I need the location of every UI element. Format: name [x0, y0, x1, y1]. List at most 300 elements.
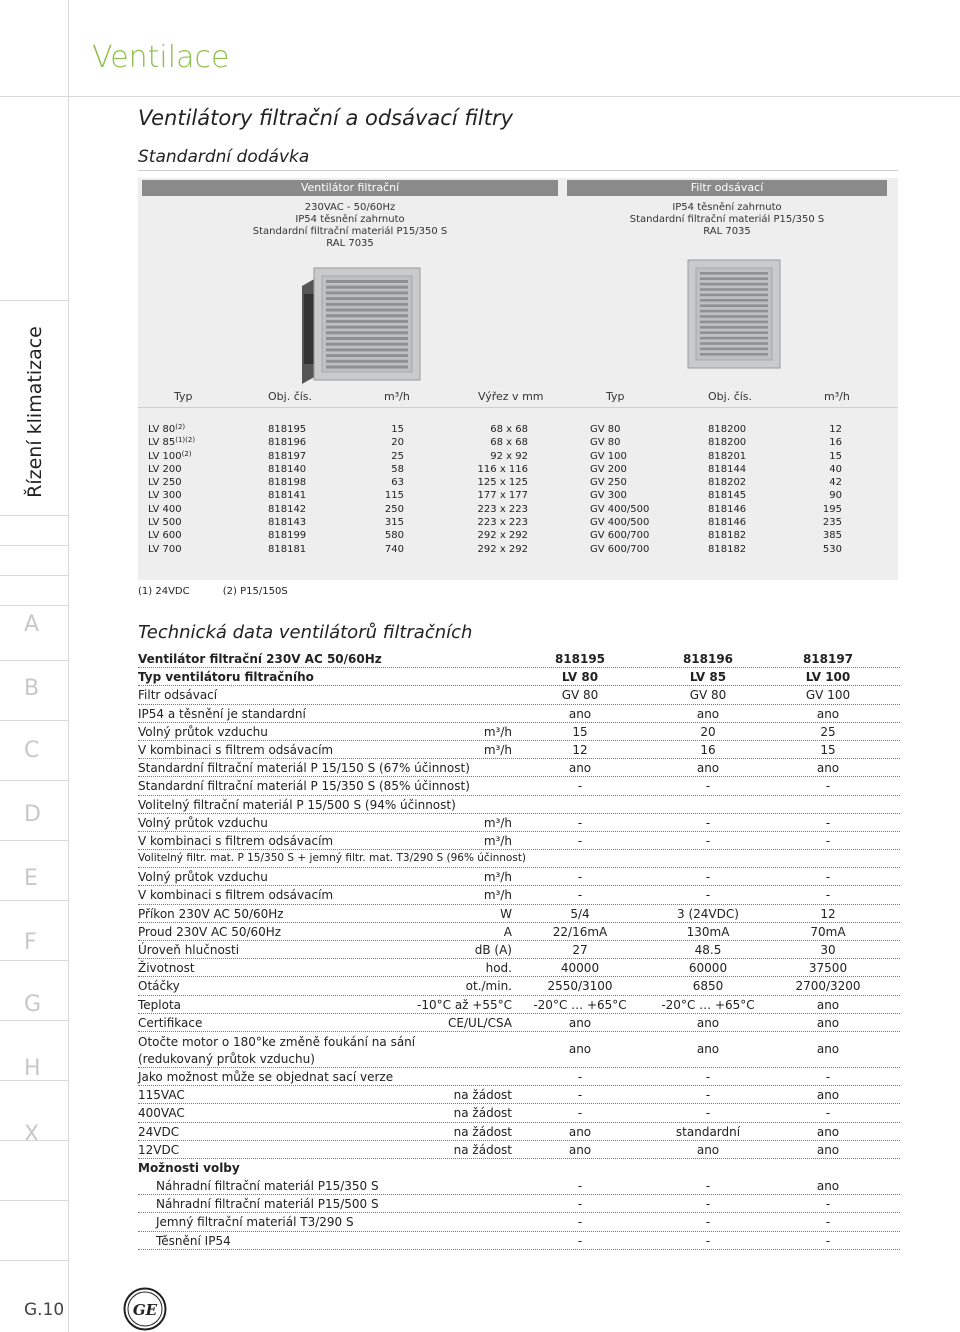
tech-label: Teplota [138, 997, 182, 1012]
tech-row [138, 723, 900, 741]
sidebar-rule [0, 720, 69, 721]
tech-value: ano [816, 761, 840, 776]
tech-label: Úroveň hlučnosti [138, 943, 240, 957]
cell-m3: 115 [384, 490, 404, 502]
cell-vyrez: 292 x 292 [477, 530, 528, 542]
tech-value: - [705, 1179, 711, 1194]
tech-row [138, 1141, 900, 1159]
tech-value: ano [568, 1041, 592, 1056]
tech-value: LV 100 [805, 670, 851, 685]
cell-m3: 740 [384, 543, 404, 555]
cell-m3-2: 42 [829, 477, 842, 489]
tech-value: GV 80 [561, 688, 599, 703]
tech-value: 5/4 [570, 906, 590, 921]
tech-value: - [705, 833, 711, 848]
tech-label: Náhradní filtrační materiál P15/350 S [156, 1179, 379, 1194]
tech-row [138, 905, 900, 923]
index-letter: F [24, 930, 37, 955]
tech-value: 818197 [802, 652, 854, 666]
cell-m3-2: 235 [822, 517, 842, 529]
sidebar-rule [0, 900, 69, 901]
sidebar [0, 0, 69, 1332]
sidebar-rule [0, 780, 69, 781]
tech-value: ano [816, 706, 840, 721]
cell-m3-2: 385 [822, 530, 842, 542]
tech-value: ano [816, 1041, 840, 1056]
cell-obj2: 818146 [708, 503, 747, 515]
tech-value: - [705, 870, 711, 885]
selection-row [138, 437, 898, 450]
tech-unit: na žádost [453, 1142, 512, 1157]
sidebar-rule [0, 300, 69, 301]
tech-unit: m³/h [483, 815, 512, 830]
tech-value: 12 [820, 906, 836, 921]
tech-row [138, 850, 900, 868]
cell-typ: LV 80$^{(2)}$ [148, 423, 186, 435]
col-typ2: Typ [606, 390, 625, 403]
cell-m3: 20 [391, 437, 404, 449]
tech-row [138, 941, 900, 959]
tech-value: 2550/3100 [547, 979, 613, 994]
footnotes [138, 586, 318, 597]
tech-label: Standardní filtrační materiál P 15/150 S (67% účinnost) [138, 761, 470, 776]
tech-value: - [577, 1233, 583, 1248]
fan-panel-desc [142, 202, 558, 250]
cell-m3-2: 16 [829, 437, 842, 449]
tech-label: 115VAC [138, 1088, 185, 1103]
filter-desc-line: IP54 těsnění zahrnuto [672, 202, 782, 213]
cell-obj2: 818146 [708, 517, 747, 529]
tech-value: GV 100 [805, 688, 851, 703]
tech-row [138, 996, 900, 1014]
tech-label: Proud 230V AC 50/60Hz [138, 924, 282, 939]
sidebar-section [0, 300, 69, 515]
tech-value: 25 [820, 724, 836, 739]
tech-label: Volitelný filtr. mat. P 15/350 S + jemný filtr. mat. T3/290 S (96% účinnost) [138, 852, 527, 865]
selection-table [138, 424, 898, 557]
tech-value: 818195 [554, 652, 606, 666]
col-obj: Obj. čís. [268, 390, 313, 403]
tech-label: Těsnění IP54 [156, 1233, 231, 1248]
cell-typ: LV 700 [148, 543, 182, 555]
tech-label: Možnosti volby [138, 1160, 240, 1175]
tech-row [138, 1177, 900, 1195]
cell-obj: 818142 [268, 503, 307, 515]
tech-unit: na žádost [453, 1088, 512, 1103]
tech-value: - [825, 1233, 831, 1248]
sidebar-rule [0, 1200, 69, 1201]
tech-value: - [705, 815, 711, 830]
cell-obj: 818198 [268, 477, 307, 489]
tech-value: - [825, 779, 831, 794]
tech-value: ano [696, 1041, 720, 1056]
tech-value: 22/16mA [552, 924, 608, 939]
tech-value: ano [696, 1015, 720, 1030]
tech-value: ano [696, 706, 720, 721]
tech-row [138, 650, 900, 668]
tech-label: 12VDC [138, 1142, 180, 1157]
page-number: G.10 [24, 1300, 65, 1320]
tech-value: ano [568, 1015, 592, 1030]
cell-typ2: GV 250 [590, 477, 627, 489]
cell-m3: 63 [391, 477, 404, 489]
index-letter: G [24, 992, 42, 1017]
tech-row [138, 832, 900, 850]
cell-typ: LV 100$^{(2)}$ [148, 449, 192, 462]
tech-value: ano [816, 1124, 840, 1139]
tech-value: 30 [820, 943, 836, 957]
tech-unit: ot./min. [465, 979, 512, 994]
fan-panel-header: Ventilátor filtrační [142, 180, 558, 196]
tech-unit: m³/h [483, 888, 512, 903]
tech-row [138, 923, 900, 941]
tech-title: Technická data ventilátorů filtračních [138, 622, 473, 643]
cell-m3: 58 [391, 463, 404, 475]
tech-value: - [705, 1233, 711, 1248]
tech-value: - [825, 833, 831, 848]
cell-vyrez: 116 x 116 [477, 463, 528, 475]
tech-value: - [825, 1197, 831, 1212]
tech-label: 400VAC [138, 1106, 185, 1121]
filter-desc-line: RAL 7035 [703, 226, 751, 237]
tech-value: - [577, 833, 583, 848]
exhaust-filter-image [686, 258, 782, 370]
tech-label: Otáčky [138, 979, 180, 994]
tech-value: - [577, 1106, 583, 1121]
tech-value: ano [816, 1088, 840, 1103]
cell-typ: LV $85^{(1)(2)}$ [148, 436, 196, 449]
tech-unit: na žádost [453, 1124, 512, 1139]
cell-vyrez: 177 x 177 [477, 490, 528, 502]
tech-row [138, 1014, 900, 1032]
tech-row [138, 814, 900, 832]
tech-value: -20°C … +65°C [533, 997, 627, 1012]
cell-obj2: 818145 [708, 490, 747, 502]
sidebar-rule [0, 960, 69, 961]
col-m3: m³/h [384, 390, 410, 403]
sidebar-rule [0, 1260, 69, 1261]
cell-m3-2: 40 [829, 463, 842, 475]
cell-obj2: 818202 [708, 477, 747, 489]
cell-obj2: 818182 [708, 530, 747, 542]
tech-value: 130mA [686, 924, 730, 939]
tech-label: Standardní filtrační materiál P 15/350 S (85% účinnost) [138, 779, 470, 794]
sidebar-rule [0, 1140, 69, 1141]
cell-obj: 818195 [268, 424, 307, 435]
cell-obj: 818197 [268, 450, 307, 462]
col-vyrez: Výřez v mm [478, 390, 544, 403]
tech-value: - [705, 1215, 711, 1230]
tech-value: ano [816, 1179, 840, 1194]
tech-value: - [705, 1069, 711, 1084]
fan-desc-line: RAL 7035 [326, 238, 374, 249]
filter-desc-line: Standardní filtrační materiál P15/350 S [629, 214, 825, 225]
cell-typ2: GV 600/700 [590, 530, 650, 542]
cell-obj2: 818182 [708, 543, 747, 555]
cell-vyrez: 125 x 125 [477, 477, 528, 489]
index-letter: C [24, 738, 40, 763]
tech-label: Náhradní filtrační materiál P15/500 S [156, 1197, 379, 1212]
tech-value: 15 [820, 742, 836, 757]
tech-value: ano [696, 761, 720, 776]
tech-unit: m³/h [483, 833, 512, 848]
tech-label: Volný průtok vzduchu [138, 870, 268, 885]
index-letter: E [24, 866, 38, 891]
cell-m3-2: 12 [829, 424, 842, 435]
cell-m3-2: 15 [829, 450, 842, 462]
index-letter: D [24, 802, 41, 827]
cell-vyrez: 292 x 292 [477, 543, 528, 555]
sidebar-rule [0, 1080, 69, 1081]
tech-value: - [825, 870, 831, 885]
tech-value: - [577, 1197, 583, 1212]
tech-value: 40000 [560, 961, 600, 976]
tech-value: 818196 [682, 652, 734, 666]
tech-unit: m³/h [483, 742, 512, 757]
tech-unit: W [500, 906, 512, 921]
cell-obj: 818140 [268, 463, 307, 475]
tech-value: LV 80 [561, 670, 599, 685]
tech-value: ano [816, 1015, 840, 1030]
cell-typ2: GV 300 [590, 490, 627, 502]
tech-value: - [577, 870, 583, 885]
tech-value: ano [696, 1142, 720, 1157]
cell-typ: LV 250 [148, 477, 182, 489]
fan-desc-line: 230VAC - 50/60Hz [304, 202, 396, 213]
tech-value: -20°C … +65°C [661, 997, 755, 1012]
tech-unit: CE/UL/CSA [448, 1015, 512, 1030]
tech-unit: m³/h [483, 870, 512, 885]
col-obj2: Obj. čís. [708, 390, 753, 403]
tech-value: 3 (24VDC) [677, 906, 739, 921]
fan-filter-image [298, 264, 422, 390]
cell-m3-2: 90 [829, 490, 842, 502]
tech-value: 16 [700, 742, 716, 757]
fan-desc-line: Standardní filtrační materiál P15/350 S [252, 226, 448, 237]
cell-typ2: GV 400/500 [590, 517, 650, 529]
tech-value: - [825, 1069, 831, 1084]
tech-value: ano [568, 1124, 592, 1139]
tech-row [138, 977, 900, 995]
tech-value: - [577, 1179, 583, 1194]
cell-obj: 818143 [268, 517, 307, 529]
cell-m3-2: 530 [822, 543, 842, 555]
tech-unit: -10°C až +55°C [417, 997, 512, 1012]
tech-row [138, 741, 900, 759]
tech-row [138, 959, 900, 977]
tech-value: ano [568, 706, 592, 721]
tech-value: 2700/3200 [795, 979, 861, 994]
cell-typ2: GV 600/700 [590, 543, 650, 555]
cell-typ: LV 500 [148, 517, 182, 529]
cell-typ: LV 400 [148, 503, 182, 515]
tech-unit: dB (A) [474, 943, 512, 957]
tech-value: - [577, 1215, 583, 1230]
cell-typ: LV 200 [148, 463, 182, 475]
tech-value: 70mA [810, 924, 846, 939]
fan-desc-line: IP54 těsnění zahrnuto [295, 214, 405, 225]
tech-value: 6850 [692, 979, 724, 994]
tech-label: Ventilátor filtrační 230V AC 50/60Hz [138, 652, 382, 666]
sidebar-rule [0, 96, 69, 97]
tech-label: V kombinaci s filtrem odsávacím [138, 833, 334, 848]
ge-logo-icon [123, 1287, 167, 1331]
cell-m3: 315 [384, 517, 404, 529]
tech-unit: na žádost [453, 1106, 512, 1121]
cell-m3-2: 195 [822, 503, 842, 515]
tech-label: Jemný filtrační materiál T3/290 S [156, 1215, 354, 1230]
selection-row [138, 464, 898, 477]
tech-unit: hod. [485, 961, 512, 976]
tech-label: Volný průtok vzduchu [138, 815, 268, 830]
tech-label: Certifikace [138, 1015, 203, 1030]
tech-unit: m³/h [483, 724, 512, 739]
cell-obj2: 818200 [708, 424, 747, 435]
tech-value: ano [568, 761, 592, 776]
cell-vyrez: 92 x 92 [490, 450, 528, 462]
tech-row [138, 796, 900, 814]
cell-typ2: GV 80 [590, 437, 621, 449]
tech-row [138, 1068, 900, 1086]
cell-typ2: GV 80 [590, 424, 621, 435]
page-title: Ventilace [92, 40, 230, 75]
sidebar-rule [0, 515, 69, 516]
cell-obj2: 818201 [708, 450, 747, 462]
cell-m3: 250 [384, 503, 404, 515]
cell-m3: 580 [384, 530, 404, 542]
tech-value: 12 [572, 742, 588, 757]
tech-value: - [825, 1106, 831, 1121]
tech-value: ano [816, 997, 840, 1012]
tech-label: Volný průtok vzduchu [138, 724, 268, 739]
cell-typ: LV 300 [148, 490, 182, 502]
logo-text: GE [132, 1301, 158, 1319]
section-label: Řízení klimatizace [24, 326, 46, 498]
subtitle-rule [138, 170, 898, 171]
tech-row [138, 686, 900, 704]
tech-label: Volitelný filtrační materiál P 15/500 S (94% účinnost) [138, 797, 456, 812]
tech-label: Životnost [138, 961, 195, 976]
tech-label: Typ ventilátoru filtračního [138, 670, 314, 685]
cell-typ2: GV 200 [590, 463, 627, 475]
cell-typ2: GV 400/500 [590, 503, 650, 515]
cell-obj: 818141 [268, 490, 307, 502]
cell-vyrez: 68 x 68 [490, 424, 528, 435]
cell-vyrez: 223 x 223 [477, 503, 528, 515]
tech-value: - [705, 888, 711, 903]
selection-row [138, 544, 898, 557]
tech-row [138, 1032, 900, 1068]
sidebar-rule [0, 575, 69, 576]
tech-value: - [577, 779, 583, 794]
tech-value: - [825, 815, 831, 830]
filter-panel-header: Filtr odsávací [567, 180, 887, 196]
tech-value: - [705, 1088, 711, 1103]
tech-label: Příkon 230V AC 50/60Hz [138, 906, 284, 921]
cell-obj2: 818200 [708, 437, 747, 449]
tech-table [138, 650, 900, 1250]
tech-row [138, 759, 900, 777]
tech-value: - [825, 888, 831, 903]
index-letter: H [24, 1056, 41, 1081]
tech-row [138, 705, 900, 723]
tech-value: 37500 [808, 961, 848, 976]
selection-row [138, 530, 898, 543]
selection-row [138, 490, 898, 503]
tech-value: ano [568, 1142, 592, 1157]
sidebar-rule [0, 605, 69, 606]
cell-obj2: 818144 [708, 463, 747, 475]
tech-value: - [705, 1106, 711, 1121]
cell-m3: 15 [391, 424, 404, 435]
selection-row [138, 504, 898, 517]
selection-row [138, 517, 898, 530]
index-letter: X [24, 1122, 40, 1147]
filter-panel-desc [567, 202, 887, 238]
tech-value: 20 [700, 724, 716, 739]
tech-label: IP54 a těsnění je standardní [138, 706, 306, 721]
selection-row [138, 424, 898, 437]
cell-vyrez: 68 x 68 [490, 437, 528, 449]
sidebar-rule [0, 660, 69, 661]
cell-vyrez: 223 x 223 [477, 517, 528, 529]
tech-label: Filtr odsávací [138, 688, 218, 703]
heading-rule [138, 407, 898, 408]
cell-typ: LV 600 [148, 530, 182, 542]
cell-obj: 818181 [268, 543, 307, 555]
selection-column-headings [138, 390, 898, 404]
cell-typ2: GV 100 [590, 450, 627, 462]
tech-row [138, 1104, 900, 1122]
tech-label: V kombinaci s filtrem odsávacím [138, 742, 334, 757]
tech-value: ano [816, 1142, 840, 1157]
col-typ: Typ [174, 390, 193, 403]
tech-value: 27 [572, 943, 588, 957]
tech-label: V kombinaci s filtrem odsávacím [138, 888, 334, 903]
tech-row [138, 1213, 900, 1231]
tech-row [138, 1232, 900, 1250]
top-rule [69, 96, 960, 97]
selection-row [138, 477, 898, 490]
tech-row [138, 886, 900, 904]
cell-obj: 818199 [268, 530, 307, 542]
tech-row [138, 868, 900, 886]
tech-value: 15 [572, 724, 588, 739]
tech-value: - [577, 815, 583, 830]
section-title: Ventilátory filtrační a odsávací filtry [138, 106, 514, 130]
selection-row [138, 451, 898, 464]
tech-label: Jako možnost může se objednat sací verze [138, 1069, 394, 1084]
footnote: (1) 24VDC [138, 586, 190, 597]
tech-row [138, 777, 900, 795]
tech-value: 60000 [688, 961, 728, 976]
tech-value: - [705, 779, 711, 794]
cell-obj: 818196 [268, 437, 307, 449]
tech-label: 24VDC [138, 1124, 180, 1139]
tech-value: GV 80 [689, 688, 727, 703]
tech-row [138, 1159, 900, 1177]
tech-value: - [705, 1197, 711, 1212]
sidebar-rule [0, 545, 69, 546]
tech-row [138, 1086, 900, 1104]
index-letter: A [24, 612, 40, 637]
tech-value: - [825, 1215, 831, 1230]
tech-row [138, 1123, 900, 1141]
sidebar-rule [0, 840, 69, 841]
cell-m3: 25 [391, 450, 404, 462]
tech-value: LV 85 [689, 670, 727, 685]
index-letter: B [24, 676, 40, 701]
